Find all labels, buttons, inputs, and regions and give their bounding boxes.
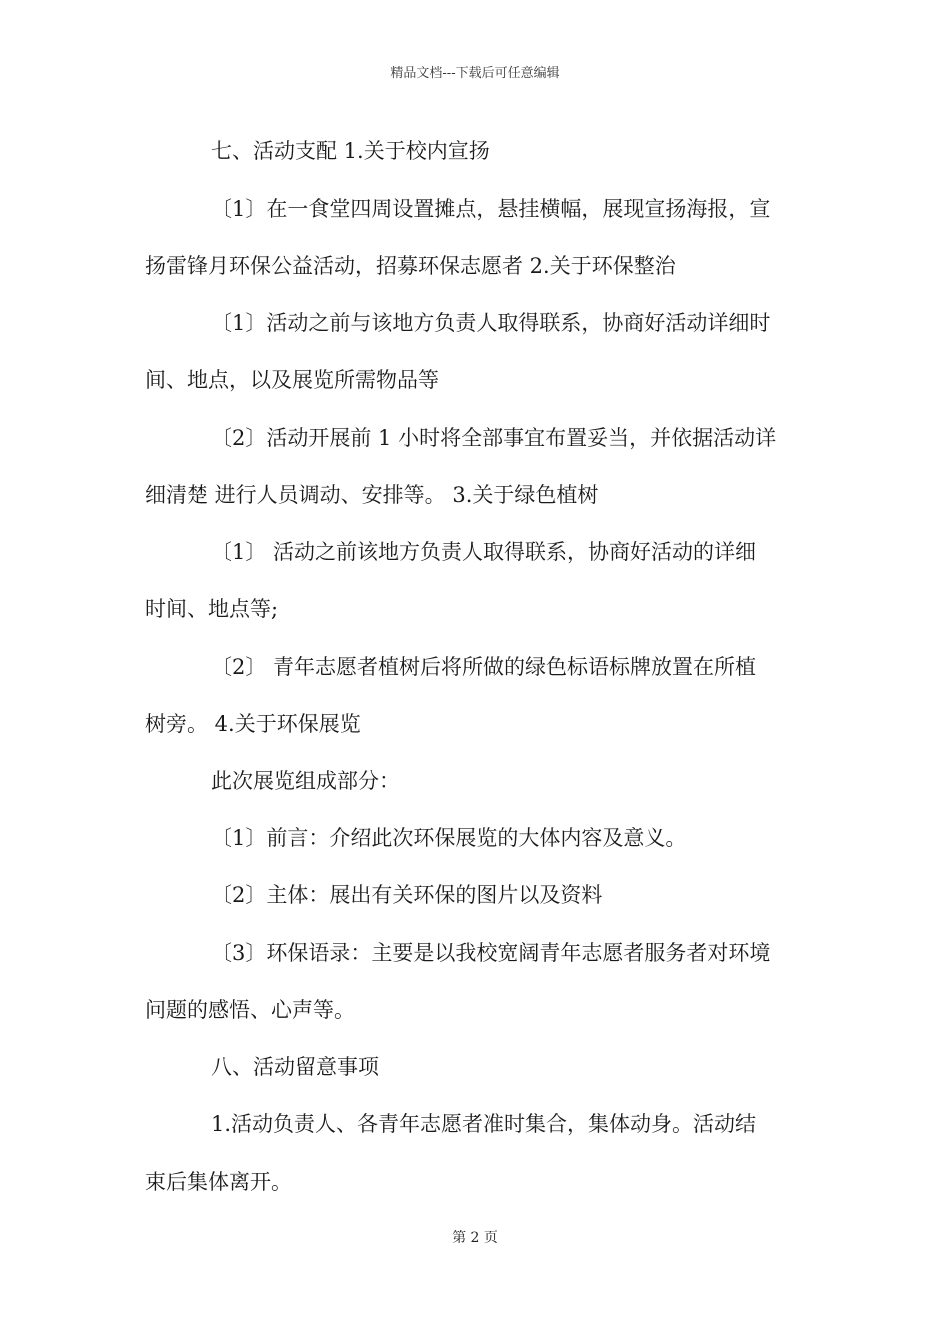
paragraph-line: 间、地点，以及展览所需物品等 <box>145 368 439 392</box>
paragraph-line: 时间、地点等; <box>145 597 279 621</box>
paragraph-line: 〔1〕在一食堂四周设置摊点，悬挂横幅，展现宣扬海报，宣 <box>211 197 771 221</box>
page-header: 精品文档---下载后可任意编辑 <box>390 66 560 81</box>
paragraph-line: 此次展览组成部分： <box>211 769 400 793</box>
paragraph-line: 问题的感悟、心声等。 <box>145 998 355 1022</box>
paragraph-line: 树旁。 4.关于环保展览 <box>145 712 361 736</box>
paragraph-line: 扬雷锋月环保公益活动，招募环保志愿者 2.关于环保整治 <box>145 254 676 278</box>
section-heading-8: 八、活动留意事项 <box>211 1055 379 1079</box>
page-number: 第 2 页 <box>452 1230 498 1246</box>
paragraph-line: 〔3〕环保语录：主要是以我校宽阔青年志愿者服务者对环境 <box>211 941 771 965</box>
paragraph-line: 〔2〕活动开展前 1 小时将全部事宜布置妥当，并依据活动详 <box>211 426 777 450</box>
paragraph-line: 细清楚 进行人员调动、安排等。 3.关于绿色植树 <box>145 483 599 507</box>
paragraph-line: 〔2〕主体：展出有关环保的图片以及资料 <box>211 883 603 907</box>
paragraph-line: 〔1〕活动之前与该地方负责人取得联系，协商好活动详细时 <box>211 311 771 335</box>
paragraph-line: 〔1〕前言：介绍此次环保展览的大体内容及意义。 <box>211 826 687 850</box>
section-heading-7: 七、活动支配 1.关于校内宣扬 <box>211 139 490 163</box>
paragraph-line: 〔2〕 青年志愿者植树后将所做的绿色标语标牌放置在所植 <box>211 655 757 679</box>
paragraph-line: 束后集体离开。 <box>145 1170 292 1194</box>
paragraph-line: 〔1〕 活动之前该地方负责人取得联系，协商好活动的详细 <box>211 540 757 564</box>
paragraph-line: 1.活动负责人、各青年志愿者准时集合，集体动身。活动结 <box>211 1112 757 1136</box>
